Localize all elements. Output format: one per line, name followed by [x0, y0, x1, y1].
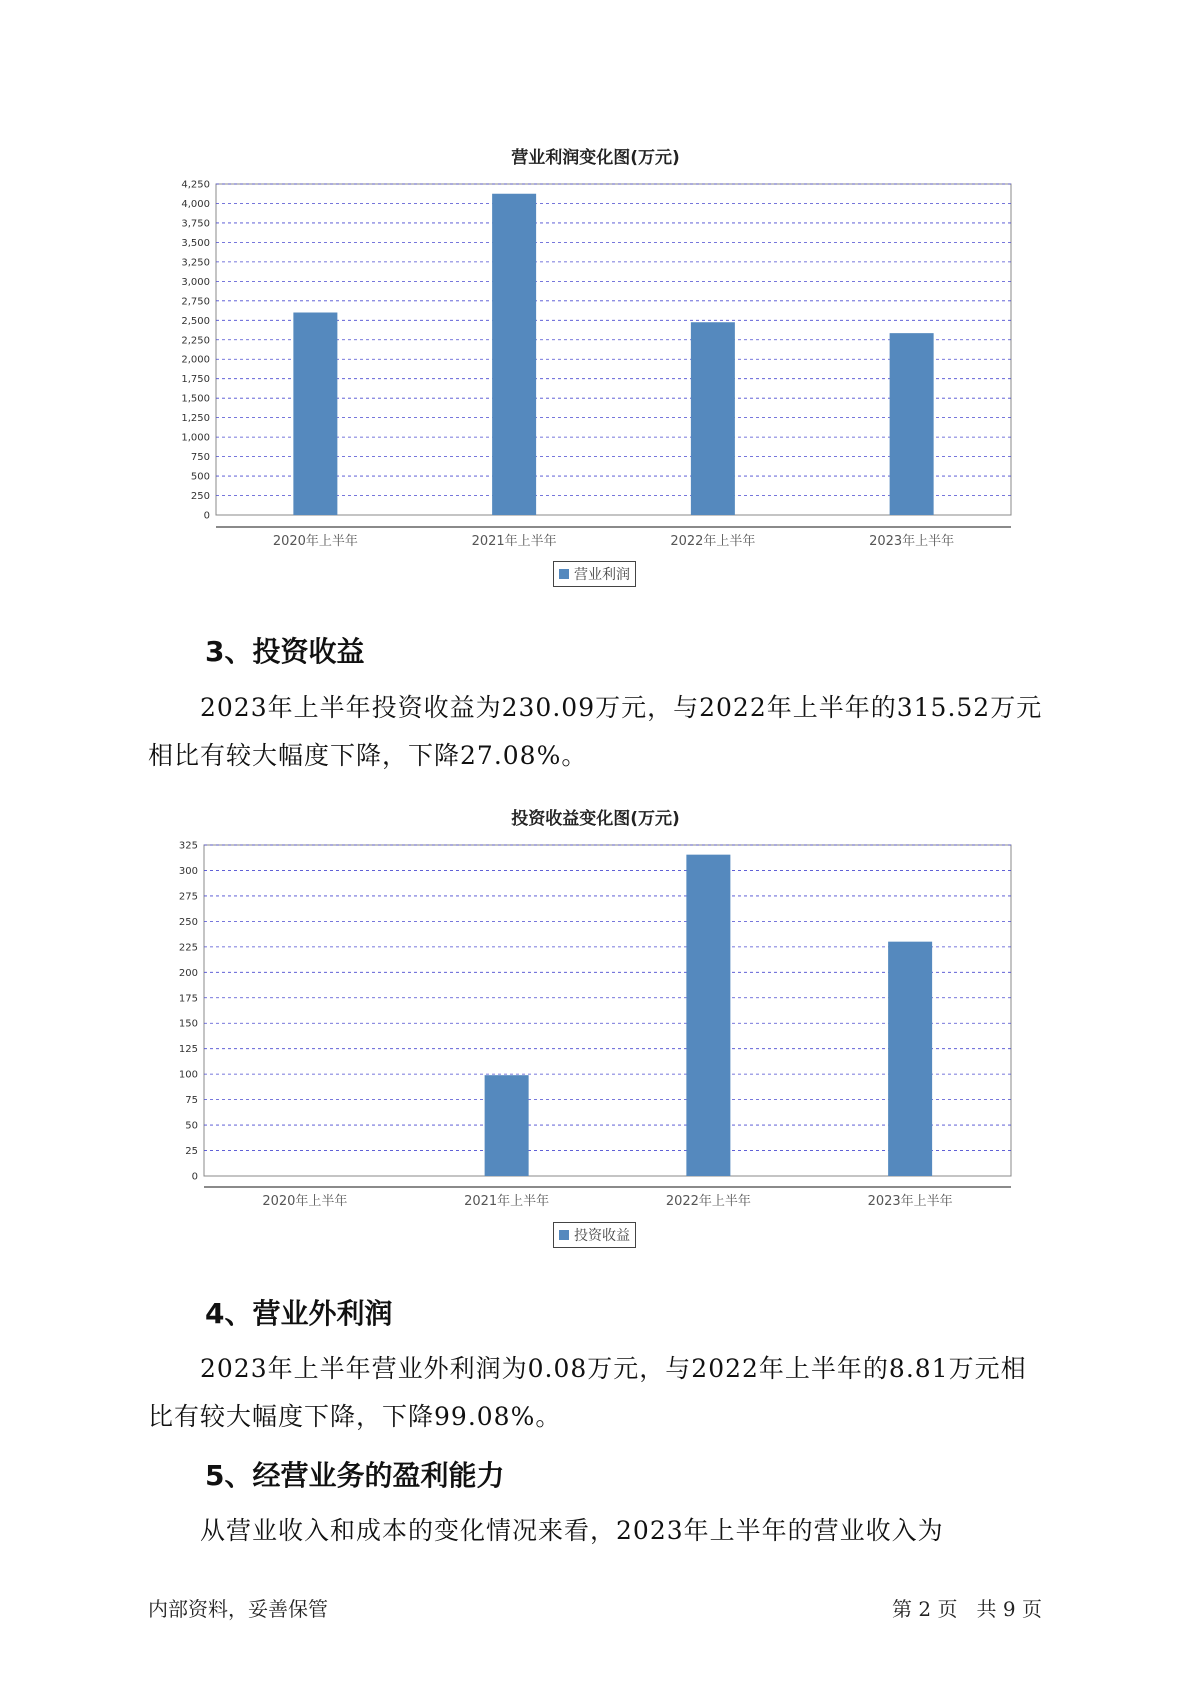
y-tick-label: 300 [178, 865, 198, 877]
y-tick-label: 0 [203, 510, 210, 522]
y-tick-label: 125 [178, 1044, 198, 1056]
bar [686, 855, 730, 1176]
y-tick-label: 1,000 [181, 432, 210, 444]
section3-line-2: 相比有较大幅度下降，下降27.08%。 [148, 741, 588, 770]
x-tick-label: 2020年上半年 [262, 1194, 348, 1209]
section3-heading: 3、投资收益 [205, 635, 365, 668]
x-tick-label: 2021年上半年 [471, 534, 557, 549]
chart2-title: 投资收益变化图(万元) [511, 809, 680, 829]
chart2-legend-label: 投资收益 [574, 1228, 630, 1244]
section5-line-1: 从营业收入和成本的变化情况来看，2023年上半年的营业收入为 [200, 1516, 944, 1545]
section5-heading: 5、经营业务的盈利能力 [205, 1459, 505, 1492]
chart1-title: 营业利润变化图(万元) [511, 148, 680, 168]
y-tick-label: 175 [178, 993, 198, 1005]
y-tick-label: 1,250 [181, 413, 210, 425]
y-tick-label: 3,750 [181, 218, 210, 230]
section4-line-1: 2023年上半年营业外利润为0.08万元，与2022年上半年的8.81万元相 [200, 1354, 1027, 1383]
footer-left: 内部资料，妥善保管 [148, 1597, 328, 1621]
x-tick-label: 2023年上半年 [869, 534, 955, 549]
y-tick-label: 3,000 [181, 276, 210, 288]
y-tick-label: 500 [190, 471, 210, 483]
section4-line-2: 比有较大幅度下降，下降99.08%。 [148, 1402, 562, 1431]
x-tick-label: 2022年上半年 [665, 1194, 751, 1209]
y-tick-label: 2,500 [181, 315, 210, 327]
bar [888, 942, 932, 1176]
section4-paragraph [148, 1345, 1048, 1441]
section3-line-1: 2023年上半年投资收益为230.09万元，与2022年上半年的315.52万元 [200, 693, 1043, 722]
y-tick-label: 150 [178, 1018, 198, 1030]
y-tick-label: 2,750 [181, 296, 210, 308]
y-tick-label: 2,000 [181, 354, 210, 366]
y-tick-label: 100 [178, 1069, 198, 1081]
y-tick-label: 1,750 [181, 374, 210, 386]
bar [485, 1075, 529, 1176]
y-tick-label: 4,000 [181, 198, 210, 210]
section4-heading: 4、营业外利润 [205, 1297, 393, 1330]
y-tick-label: 3,500 [181, 237, 210, 249]
y-tick-label: 325 [178, 840, 198, 852]
legend-swatch [559, 1230, 569, 1240]
y-tick-label: 1,500 [181, 393, 210, 405]
x-tick-label: 2020年上半年 [272, 534, 358, 549]
y-tick-label: 3,250 [181, 257, 210, 269]
x-tick-label: 2021年上半年 [464, 1194, 550, 1209]
y-tick-label: 0 [191, 1171, 198, 1183]
y-tick-label: 200 [178, 967, 198, 979]
y-tick-label: 2,250 [181, 335, 210, 347]
y-tick-label: 4,250 [181, 179, 210, 191]
y-tick-label: 50 [185, 1120, 198, 1132]
x-tick-label: 2023年上半年 [867, 1194, 953, 1209]
x-tick-label: 2022年上半年 [670, 534, 756, 549]
footer-page-number: 第 2 页 共 9 页 [892, 1597, 1042, 1621]
chart1-legend-label: 营业利润 [574, 567, 630, 583]
section5-paragraph [148, 1507, 1048, 1555]
y-tick-label: 250 [178, 916, 198, 928]
y-tick-label: 275 [178, 891, 198, 903]
chart2-legend [553, 1222, 636, 1248]
y-tick-label: 75 [185, 1095, 198, 1107]
y-tick-label: 750 [190, 452, 210, 464]
y-tick-label: 250 [190, 491, 210, 503]
y-tick-label: 25 [185, 1146, 198, 1158]
y-tick-label: 225 [178, 942, 198, 954]
